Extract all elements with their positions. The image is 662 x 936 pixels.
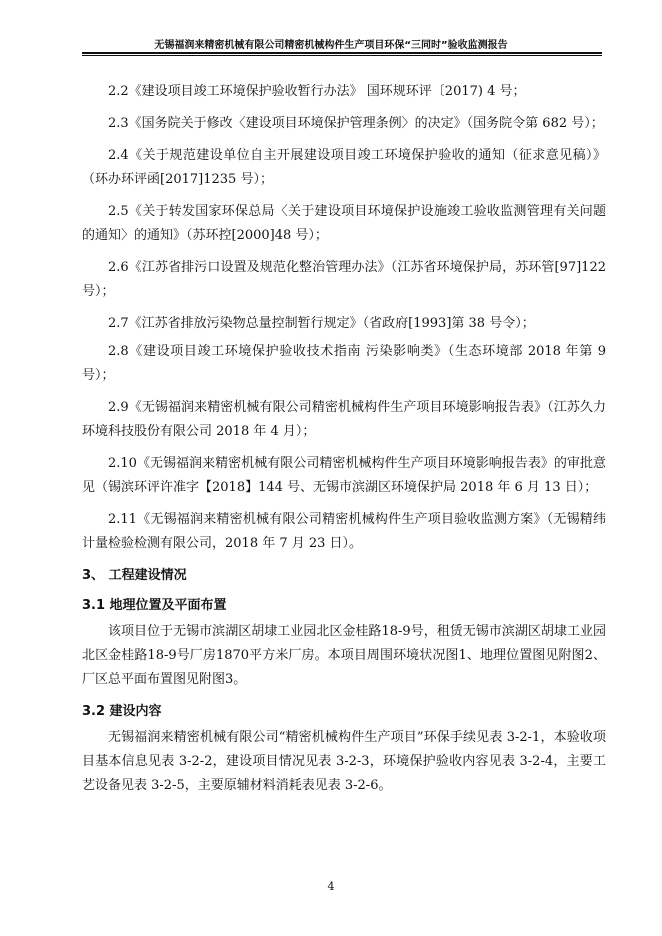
reference-2-9: 2.9《无锡福润来精密机械有限公司精密机械构件生产项目环境影响报告表》（江苏久力环境科技股份有限公司 2018 年 4 月）； (82, 400, 606, 439)
page-body (82, 80, 606, 806)
section-3-1-text: 该项目位于无锡市滨湖区胡埭工业园北区金桂路18-9号，租赁无锡市滨湖区胡埭工业园北区金桂路18-9号厂房1870平方米厂房。本项目周围环境状况图1、地理位置图见附图2、厂区总平面布置图见附图3。 (82, 624, 606, 687)
section-3-2-heading: 3.2 建设内容 (82, 704, 162, 719)
page-number: 4 (327, 880, 335, 893)
header-rule-thick (82, 52, 602, 54)
reference-2-11: 2.11《无锡福润来精密机械有限公司精密机械构件生产项目验收监测方案》（无锡精纬计量检验检测有限公司，2018 年 7 月 23 日）。 (82, 512, 606, 551)
header-rule-thin (82, 55, 602, 56)
section-3-1-heading: 3.1 地理位置及平面布置 (82, 598, 227, 613)
reference-2-4: 2.4《关于规范建设单位自主开展建设项目竣工环境保护验收的通知（征求意见稿）》（环办环评函[2017]1235 号）； (82, 148, 606, 187)
section-3-2-text: 无锡福润来精密机械有限公司“精密机械构件生产项目”环保手续见表 3-2-1，本验收项目基本信息见表 3-2-2，建设项目情况见表 3-2-3，环境保护验收内容见表 3-2-4，主要工艺设备见表 3-2-5，主要原辅材料消耗表见表 3-2-6。 (82, 730, 606, 793)
reference-2-6: 2.6《江苏省排污口设置及规范化整治管理办法》（江苏省环境保护局，苏环管[97]122 号）； (82, 260, 606, 299)
reference-2-3: 2.3《国务院关于修改〈建设项目环境保护管理条例〉的决定》（国务院令第 682 号）； (108, 116, 604, 131)
reference-2-7: 2.7《江苏省排放污染物总量控制暂行规定》（省政府[1993]第 38 号令）； (108, 316, 535, 331)
reference-2-5: 2.5《关于转发国家环保总局〈关于建设项目环境保护设施竣工验收监测管理有关问题的通知〉的通知》（苏环控[2000]48 号）； (82, 204, 606, 243)
report-header: 无锡福润来精密机械有限公司精密机械构件生产项目环保“三同时”验收监测报告 (154, 40, 508, 51)
section-3-heading: 3、 工程建设情况 (82, 568, 187, 583)
reference-2-8: 2.8《建设项目竣工环境保护验收技术指南 污染影响类》（生态环境部 2018 年第 9 号）； (82, 344, 606, 383)
reference-2-2: 2.2《建设项目竣工环境保护验收暂行办法》 国环规环评〔2017) 4 号； (108, 84, 526, 99)
reference-2-10: 2.10《无锡福润来精密机械有限公司精密机械构件生产项目环境影响报告表》的审批意见（锡滨环评许准字【2018】144 号、无锡市滨湖区环境保护局 2018 年 6 月 13 日）； (82, 456, 606, 495)
